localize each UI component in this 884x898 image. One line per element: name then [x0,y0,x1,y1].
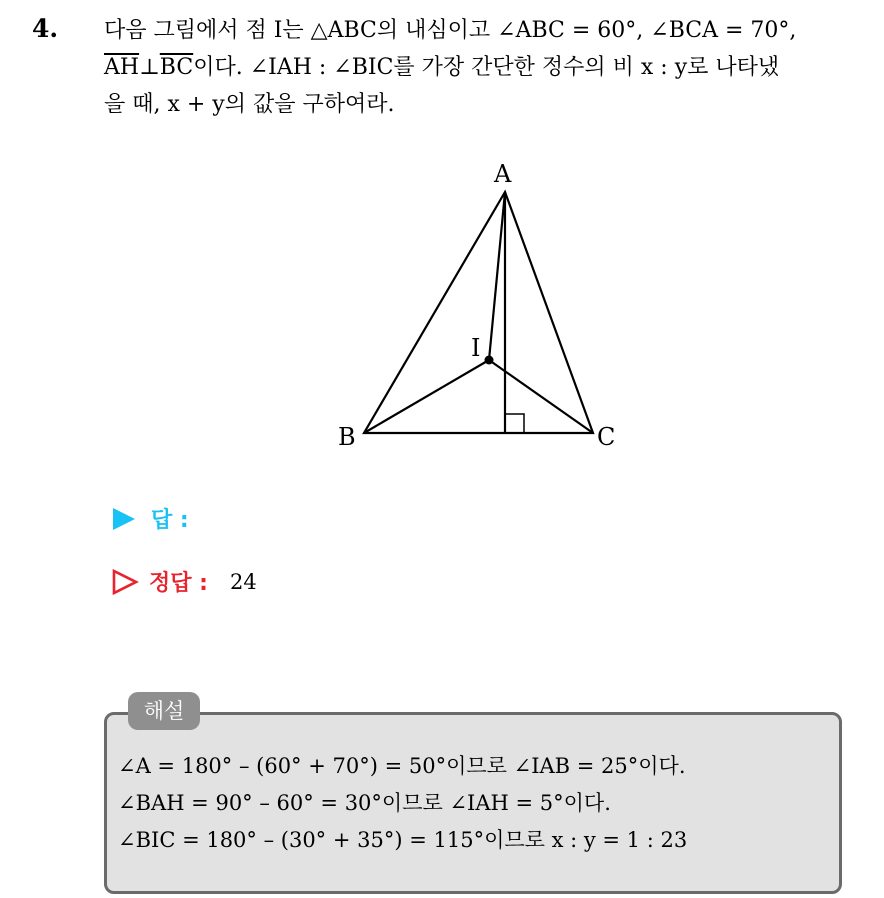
segment-ah: $\overline{AH}$ [104,55,140,80]
question-number: 4. [32,14,59,43]
question-line-2-rest: 이다. ∠IAH : ∠BIC를 가장 간단한 정수의 비 x : y로 나타냈 [193,55,780,80]
question-line-3: 을 때, x + y의 값을 구하여라. [104,92,395,117]
label-c: C [597,423,616,451]
question-line-1: 다음 그림에서 점 I는 △ABC의 내심이고 ∠ABC = 60°, ∠BCA = 70°, [104,18,797,43]
correct-answer-row [111,566,257,597]
solution-line-1: ∠A = 180° – (60° + 70°) = 50°이므로 ∠IAB = 25°이다. [118,754,686,778]
solution-text [118,748,687,859]
label-a: A [494,160,512,188]
play-filled-icon [111,506,137,532]
triangle-abc [364,192,593,433]
answer-row [111,503,189,534]
right-angle-mark [505,414,524,433]
label-b: B [338,423,356,451]
incenter-point [485,356,494,365]
play-outline-icon [111,568,139,596]
solution-line-3: ∠BIC = 180° – (30° + 35°) = 115°이므로 x : y = 1 : 23 [118,828,688,852]
segment-bc: $\overline{BC}$ [159,55,194,80]
solution-tab: 해설 [128,692,200,730]
segment-bi [364,360,489,433]
solution-line-2: ∠BAH = 90° – 60° = 30°이므로 ∠IAH = 5°이다. [118,791,611,815]
correct-answer-label: 정답 : [149,571,208,596]
correct-answer-value: 24 [229,569,257,594]
triangle-diagram [330,158,630,458]
question-text [104,12,874,123]
answer-label: 답 : [151,508,189,533]
label-i: I [471,334,481,362]
triangle-figure [330,158,630,462]
question-line-2 [104,49,874,86]
perpendicular-symbol: ⊥ [139,55,160,80]
